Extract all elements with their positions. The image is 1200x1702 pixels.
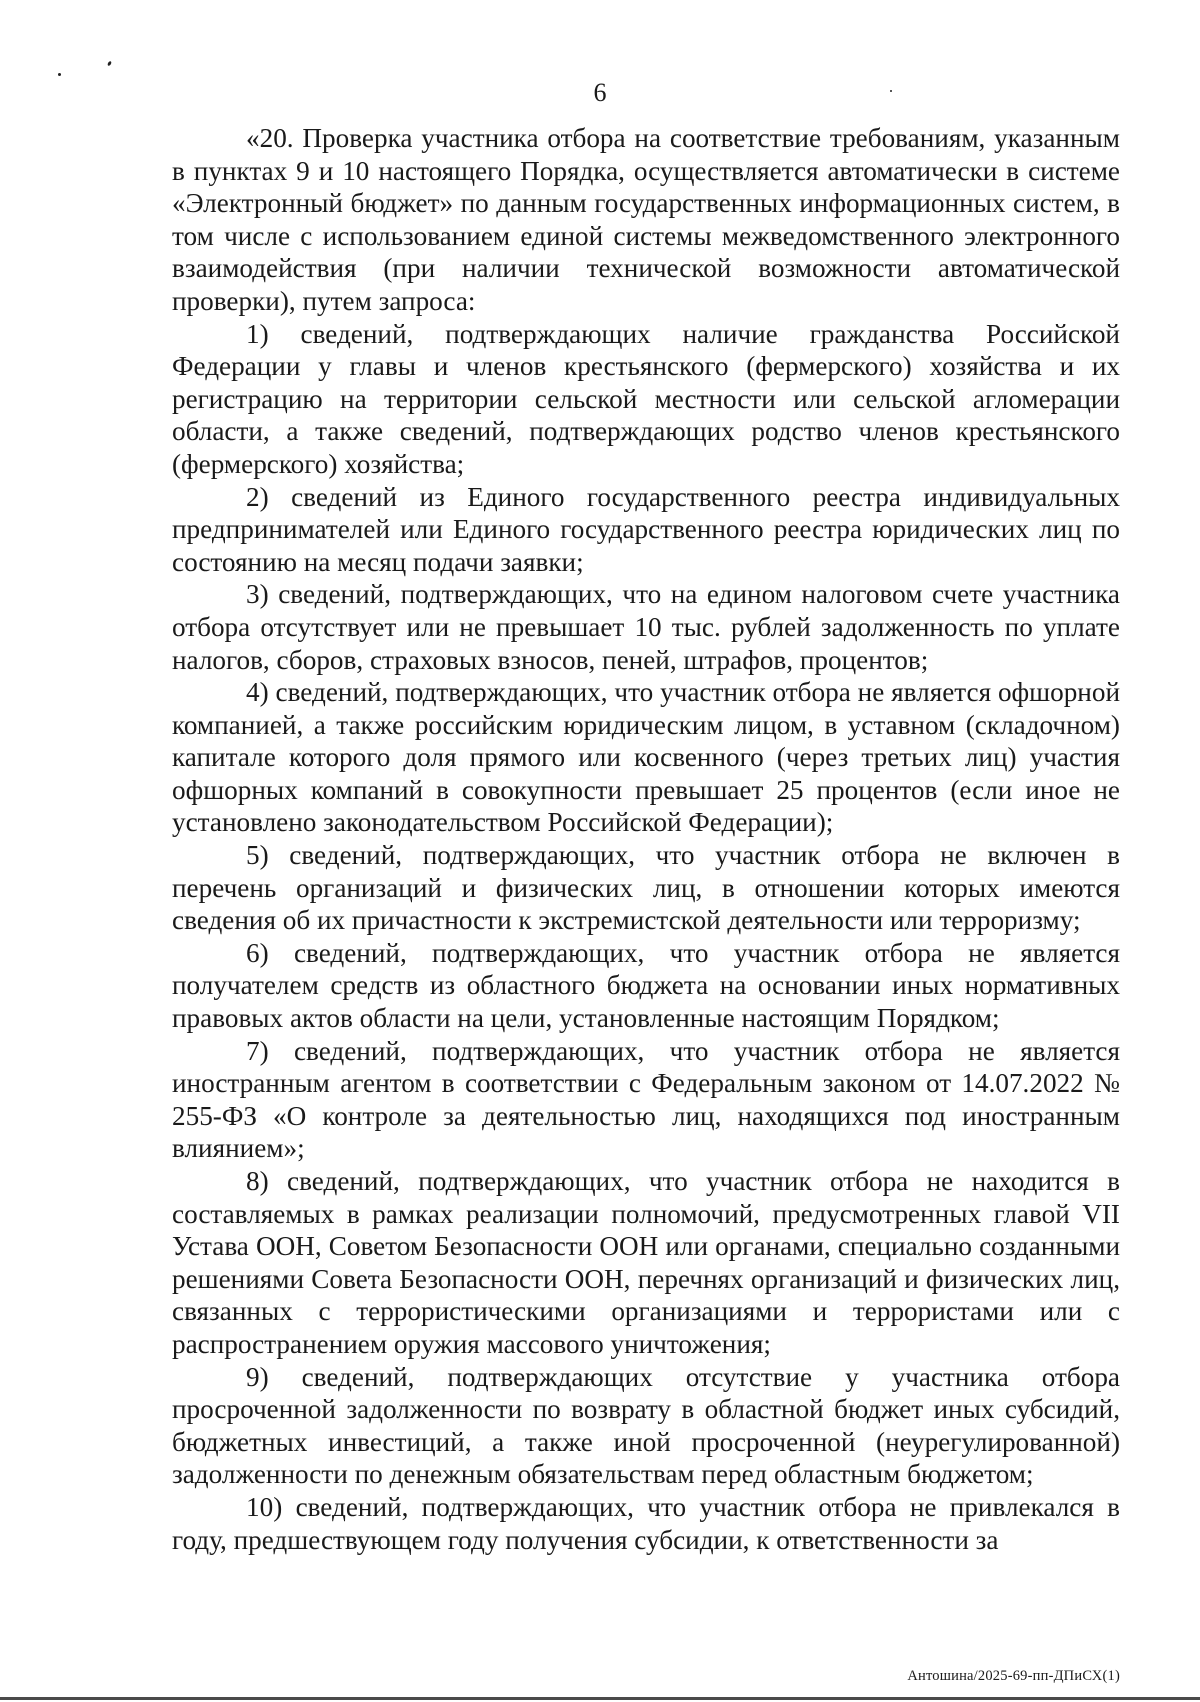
list-item-6: 6) сведений, подтверждающих, что участник отбора не является получателем средств из областного бюджета на основании иных нормативных правовых актов области на цели, установленные настоящим Порядком; [172,937,1120,1034]
list-item-9: 9) сведений, подтверждающих отсутствие у участника отбора просроченной задолженности по возврату в областной бюджет иных субсидий, бюджетных инвестиций, а также иной просроченной (неурегулированной) задолженности по денежным обязательствам перед областным бюджетом; [172,1361,1120,1490]
scan-speck [107,61,112,67]
list-item-7: 7) сведений, подтверждающих, что участник отбора не является иностранным агентом в соответствии с Федеральным законом от 14.07.2022 № 255-ФЗ «О контроле за деятельностью лиц, находящихся под иностранным влиянием»; [172,1035,1120,1164]
scan-speck [58,73,61,76]
list-item-2: 2) сведений из Единого государственного реестра индивидуальных предпринимателей или Единого государственного реестра юридических лиц по состоянию на месяц подачи заявки; [172,481,1120,577]
scan-edge-line [0,1697,1200,1700]
list-item-1: 1) сведений, подтверждающих наличие гражданства Российской Федерации у главы и членов крестьянского (фермерского) хозяйства и их регистрацию на территории сельской местности или сельской агломерации области, а также сведений, подтверждающих родство членов крестьянского (фермерского) хозяйства; [172,318,1120,479]
paragraph-item-20: «20. Проверка участника отбора на соответствие требованиям, указанным в пунктах 9 и 10 настоящего Порядка, осуществляется автоматически в системе «Электронный бюджет» по данным государственных информационных систем, в том числе с использованием единой системы межведомственного электронного взаимодействия (при наличии технической возможности автоматической проверки), путем запроса: [172,123,1120,316]
list-item-5: 5) сведений, подтверждающих, что участник отбора не включен в перечень организаций и физических лиц, в отношении которых имеются сведения об их причастности к экстремистской деятельности или терроризму; [172,840,1120,936]
document-reference-code: Антошина/2025-69-пп-ДПиСХ(1) [907,1668,1120,1684]
list-item-10: 10) сведений, подтверждающих, что участник отбора не привлекался в году, предшествующем году получения субсидии, к ответственности за [172,1491,1120,1555]
page-number: 6 [593,78,607,107]
list-item-3: 3) сведений, подтверждающих, что на едином налоговом счете участника отбора отсутствует или не превышает 10 тыс. рублей задолженность по уплате налогов, сборов, страховых взносов, пеней, штрафов, процентов; [172,579,1120,675]
list-item-4: 4) сведений, подтверждающих, что участник отбора не является офшорной компанией, а также российским юридическим лицом, в уставном (складочном) капитале которого доля прямого или косвенного (через третьих лиц) участия офшорных компаний в совокупности превышает 25 процентов (если иное не установлено законодательством Российской Федерации); [172,677,1120,838]
list-item-8: 8) сведений, подтверждающих, что участник отбора не находится в составляемых в рамках реализации полномочий, предусмотренных главой VII Устава ООН, Советом Безопасности ООН или органами, специально созданными решениями Совета Безопасности ООН, перечнях организаций и физических лиц, связанных с террористическими организациями и террористами или с распространением оружия массового уничтожения; [172,1166,1120,1359]
body-text [172,122,1120,1556]
